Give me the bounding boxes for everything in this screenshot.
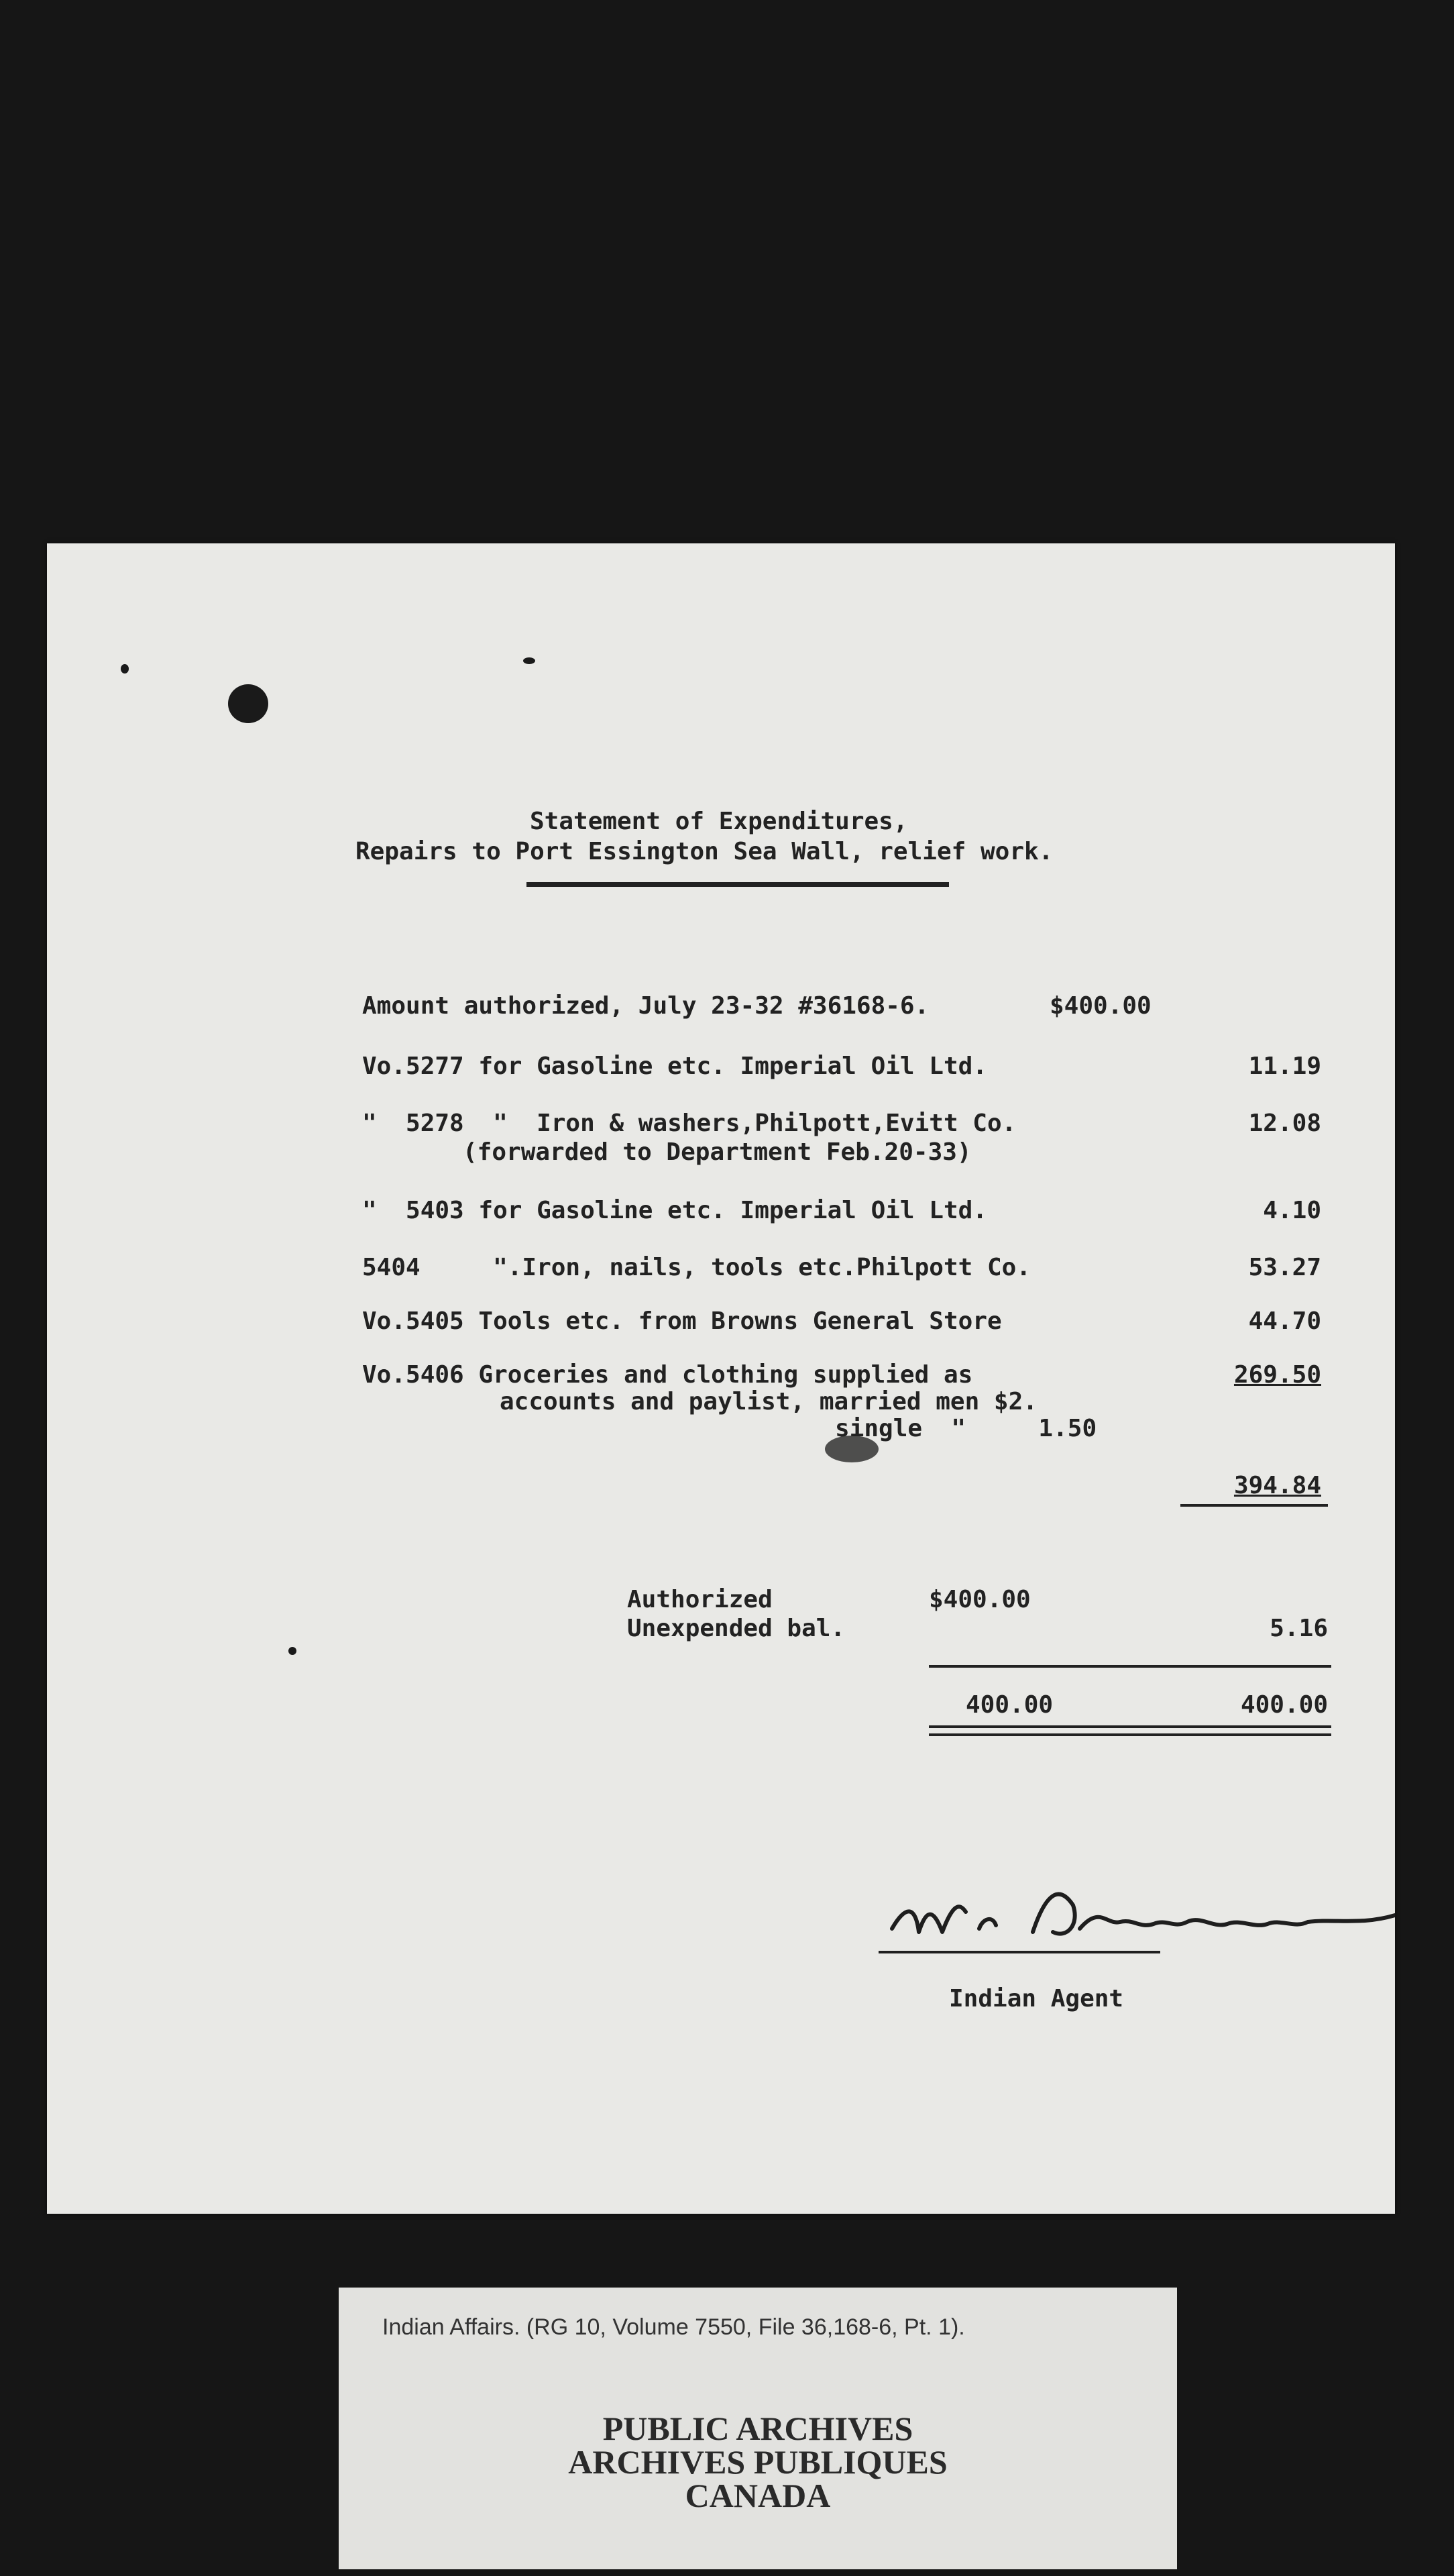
summary-unexpended-amount: 5.16	[1270, 1615, 1328, 1642]
summary-total-left: 400.00	[966, 1691, 1054, 1719]
summary-unexpended-label: Unexpended bal.	[627, 1615, 846, 1642]
document-subtitle: Repairs to Port Essington Sea Wall, relief work.	[355, 838, 1054, 865]
expense-item-text: " 5403 for Gasoline etc. Imperial Oil Ltd.	[362, 1197, 987, 1224]
document-page	[47, 543, 1395, 2214]
expense-item-text: Vo.5406 Groceries and clothing supplied as	[362, 1361, 973, 1389]
expense-item-amount: 44.70	[1248, 1307, 1321, 1335]
expense-item-amount: 12.08	[1248, 1110, 1321, 1137]
title-underline	[526, 882, 949, 887]
summary-double-rule	[929, 1733, 1331, 1736]
authorized-line-text: Amount authorized, July 23-32 #36168-6.	[362, 992, 930, 1020]
document-title: Statement of Expenditures,	[530, 808, 908, 835]
total-double-rule	[1180, 1504, 1328, 1507]
expense-item-amount: 11.19	[1248, 1053, 1321, 1080]
archive-name-en: PUBLIC ARCHIVES	[602, 2410, 913, 2447]
handwritten-signature	[879, 1865, 1395, 1972]
authorized-line-amount: $400.00	[1050, 992, 1152, 1020]
summary-authorized-amount: $400.00	[929, 1586, 1031, 1613]
archive-label	[339, 2288, 1177, 2569]
summary-double-rule	[929, 1725, 1331, 1728]
ink-blot	[228, 684, 268, 723]
ink-speck	[121, 664, 129, 674]
expense-item-text: " 5278 " Iron & washers,Philpott,Evitt Co.	[362, 1110, 1017, 1137]
expenditure-total: 394.84	[1233, 1472, 1321, 1499]
summary-total-right: 400.00	[1240, 1691, 1328, 1719]
summary-authorized-label: Authorized	[627, 1586, 773, 1613]
signatory-title: Indian Agent	[949, 1985, 1124, 2012]
ink-speck	[288, 1647, 296, 1655]
expense-item-amount: 269.50	[1233, 1361, 1321, 1389]
expense-item-note: accounts and paylist, married men $2.	[500, 1388, 1038, 1415]
archive-country: CANADA	[685, 2477, 831, 2514]
expense-item-note: single " 1.50	[835, 1415, 1097, 1442]
ink-speck	[523, 657, 535, 664]
expense-item-text: Vo.5277 for Gasoline etc. Imperial Oil Ltd.	[362, 1053, 987, 1080]
expense-item-amount: 53.27	[1248, 1254, 1321, 1281]
expense-item-text: 5404 ".Iron, nails, tools etc.Philpott Co.	[362, 1254, 1031, 1281]
archive-reference: Indian Affairs. (RG 10, Volume 7550, File 36,168-6, Pt. 1).	[382, 2314, 965, 2340]
expense-item-text: Vo.5405 Tools etc. from Browns General Store	[362, 1307, 1002, 1335]
summary-rule	[929, 1665, 1331, 1668]
archive-name-fr: ARCHIVES PUBLIQUES	[568, 2443, 948, 2481]
expense-item-amount: 4.10	[1263, 1197, 1321, 1224]
expense-item-note: (forwarded to Department Feb.20-33)	[463, 1138, 972, 1166]
